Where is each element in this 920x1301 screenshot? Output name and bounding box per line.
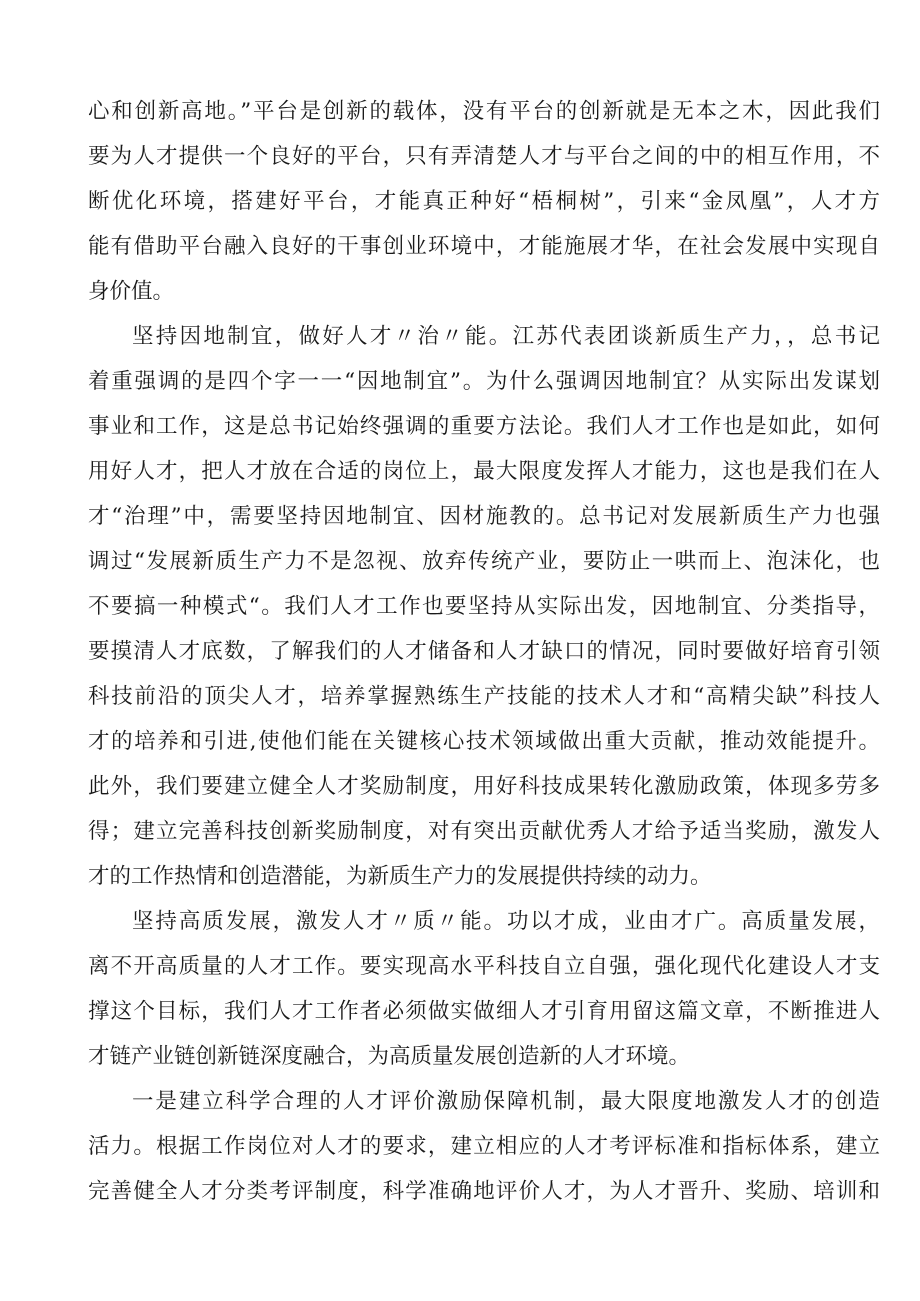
- text-line: 此外，我们要建立健全人才奖励制度，用好科技成果转化激励政策，体现多劳多: [88, 774, 880, 799]
- text-line: 完善健全人才分类考评制度，科学准确地评价人才，为人才晋升、奖励、培训和: [88, 1179, 880, 1204]
- text-line: 事业和工作，这是总书记始终强调的重要方法论。我们人才工作也是如此，如何: [88, 414, 880, 439]
- text-line: 科技前沿的顶尖人才，培养掌握熟练生产技能的技术人才和“高精尖缺”科技人: [88, 684, 880, 709]
- paragraph-heading-line: 一是建立科学合理的人才评价激励保障机制，最大限度地激发人才的创造: [132, 1089, 880, 1114]
- text-line: 断优化环境，搭建好平台，才能真正种好“梧桐树”，引来“金凤凰”，人才方: [88, 189, 880, 214]
- text-line: 才的工作热情和创造潜能，为新质生产力的发展提供持续的动力。: [88, 864, 712, 889]
- text-line: 要摸清人才底数，了解我们的人才储备和人才缺口的情况，同时要做好培育引领: [88, 639, 880, 664]
- text-line: 调过“发展新质生产力不是忽视、放弃传统产业，要防止一哄而上、泡沫化，也: [88, 549, 880, 574]
- text-line: 才“治理”中，需要坚持因地制宜、因材施教的。总书记对发展新质生产力也强: [88, 504, 880, 529]
- text-line: 才的培养和引进,使他们能在关键核心技术领域做出重大贡献，推动效能提升。: [88, 729, 880, 754]
- text-line: 离不开高质量的人才工作。要实现高水平科技自立自强，强化现代化建设人才支: [88, 954, 880, 979]
- paragraph-heading-line: 坚持高质发展，激发人才〃质〃能。功以才成，业由才广。高质量发展，: [132, 909, 880, 934]
- paragraph-heading-line: 坚持因地制宜，做好人才〃治〃能。江苏代表团谈新质生产力，，总书记: [132, 324, 880, 349]
- text-line: 活力。根据工作岗位对人才的要求，建立相应的人才考评标准和指标体系，建立: [88, 1134, 880, 1159]
- text-line: 能有借助平台融入良好的干事创业环境中，才能施展才华，在社会发展中实现自: [88, 234, 880, 259]
- text-line: 要为人才提供一个良好的平台，只有弄清楚人才与平台之间的中的相互作用，不: [88, 144, 880, 169]
- text-line: 用好人才，把人才放在合适的岗位上，最大限度发挥人才能力，这也是我们在人: [88, 459, 880, 484]
- text-line: 心和创新高地。”平台是创新的载体，没有平台的创新就是无本之木，因此我们: [88, 99, 880, 124]
- text-line: 着重强调的是四个字一一“因地制宜”。为什么强调因地制宜？从实际出发谋划: [88, 369, 880, 394]
- text-line: 得；建立完善科技创新奖励制度，对有突出贡献优秀人才给予适当奖励，激发人: [88, 819, 880, 844]
- text-line: 才链产业链创新链深度融合，为高质量发展创造新的人才环境。: [88, 1044, 691, 1069]
- text-line: 身价值。: [88, 279, 175, 304]
- text-line: 不要搞一种模式“。我们人才工作也要坚持从实际出发，因地制宜、分类指导，: [88, 594, 880, 619]
- text-line: 撑这个目标，我们人才工作者必须做实做细人才引育用留这篇文章，不断推进人: [88, 999, 880, 1024]
